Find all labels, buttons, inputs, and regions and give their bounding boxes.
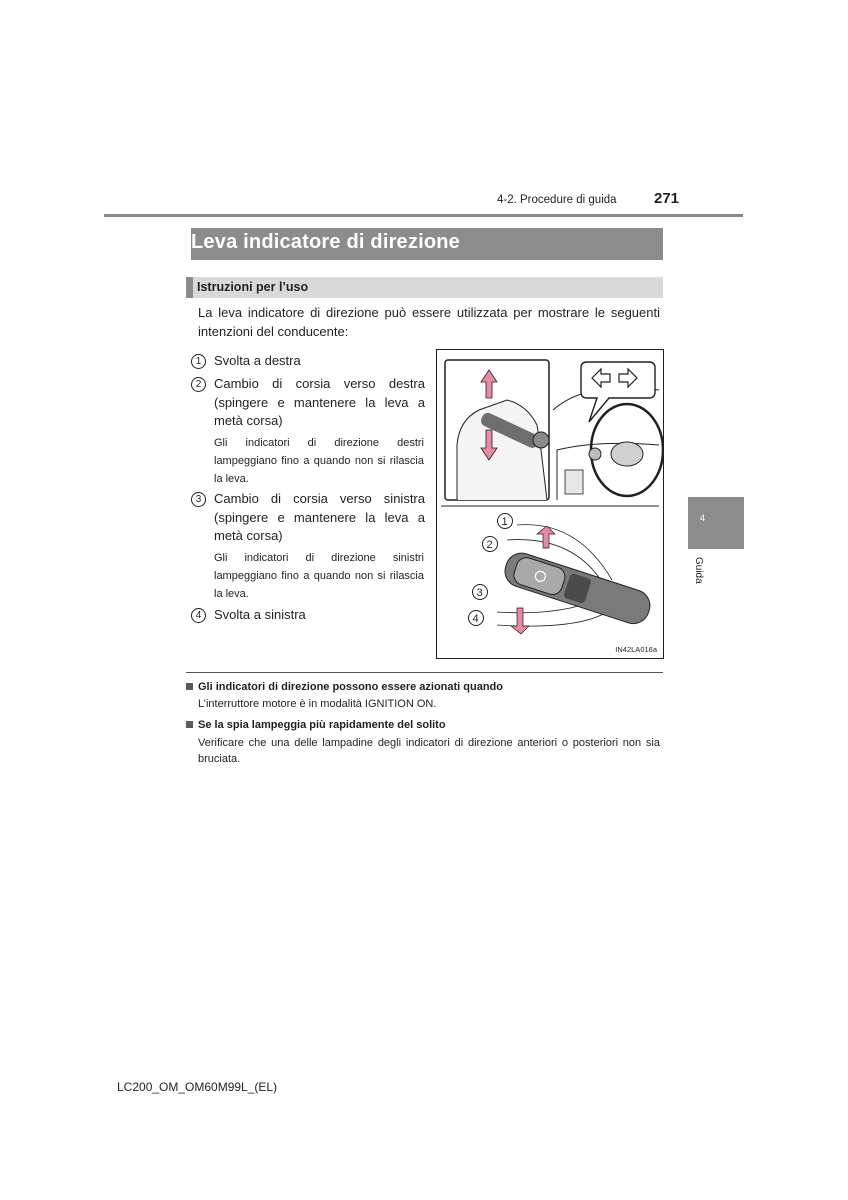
bullet-heading-1: Gli indicatori di direzione possono essere azionati quando <box>186 681 503 693</box>
item-text: Cambio di corsia verso sinistra (spingere e mantenere la leva a metà corsa) <box>214 491 425 543</box>
list-item-3 <box>191 490 425 546</box>
intro-paragraph: La leva indicatore di direzione può essere utilizzata per mostrare le seguenti intenzioni del conducente: <box>198 305 660 339</box>
turn-signal-figure <box>436 349 664 659</box>
section-divider <box>186 672 663 673</box>
item-note-2: Gli indicatori di direzione destri lampeggiano fino a quando non si rilascia la leva. <box>214 437 424 485</box>
item-number: 1 <box>191 354 206 369</box>
chapter-tab <box>688 497 744 549</box>
list-item-2 <box>191 375 425 431</box>
item-number: 2 <box>191 377 206 392</box>
square-bullet-icon <box>186 721 193 728</box>
chapter-number: 4 <box>700 513 706 523</box>
list-item-4 <box>191 606 425 625</box>
callout-1: 1 <box>501 516 508 528</box>
figure-code: IN42LA016a <box>615 645 657 654</box>
bullet-heading-2: Se la spia lampeggia più rapidamente del solito <box>186 719 446 731</box>
callout-3: 3 <box>476 587 483 599</box>
item-text: Svolta a sinistra <box>214 607 306 622</box>
section-subtitle: Istruzioni per l’uso <box>197 280 309 294</box>
document-code: LC200_OM_OM60M99L_(EL) <box>117 1080 278 1094</box>
chapter-label: Guida <box>693 557 704 584</box>
subtitle-bar <box>186 277 663 298</box>
bullet-text-2: Verificare che una delle lampadine degli indicatori di direzione anteriori o posteriori non sia bruciata. <box>198 737 660 765</box>
item-number: 3 <box>191 492 206 507</box>
section-breadcrumb: 4-2. Procedure di guida <box>497 194 617 206</box>
subtitle-accent <box>186 277 193 298</box>
header-rule <box>104 214 743 217</box>
page-title: Leva indicatore di direzione <box>191 231 460 253</box>
item-note-3: Gli indicatori di direzione sinistri lampeggiano fino a quando non si rilascia la leva. <box>214 552 424 600</box>
lever-illustration <box>437 350 663 658</box>
callout-2: 2 <box>486 539 493 551</box>
item-number: 4 <box>191 608 206 623</box>
title-bar <box>186 228 663 260</box>
list-item-1 <box>191 352 425 371</box>
page-number: 271 <box>654 190 680 207</box>
bullet-text-1: L’interruttore motore è in modalità IGNITION ON. <box>198 698 437 710</box>
item-text: Cambio di corsia verso destra (spingere e mantenere la leva a metà corsa) <box>214 376 425 428</box>
square-bullet-icon <box>186 683 193 690</box>
callout-4: 4 <box>472 613 479 625</box>
item-text: Svolta a destra <box>214 353 301 368</box>
